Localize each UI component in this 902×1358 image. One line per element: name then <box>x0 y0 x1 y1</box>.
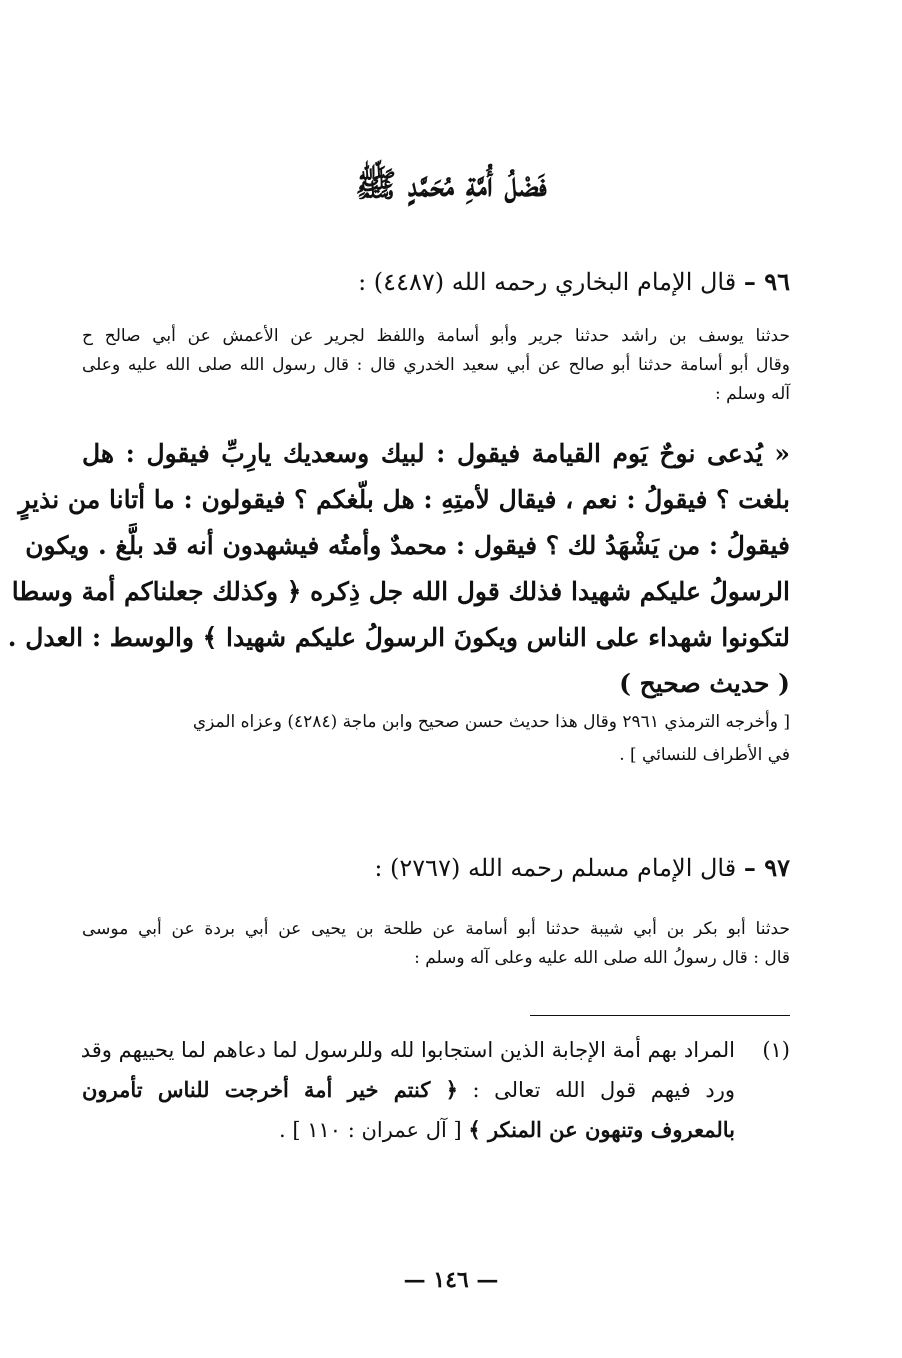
hadith-97-heading <box>90 850 790 886</box>
footnote-line <box>82 1030 735 1070</box>
footnote-text: المراد بهم أمة الإجابة الذين استجابوا لله وللرسول لما دعاهم لما يحييهم وقد <box>80 1038 735 1062</box>
isnad-line: حدثنا أبو بكر بن أبي شيبة حدثنا أبو أسامة عن طلحة بن يحيى عن أبي بردة عن أبي موسى <box>82 919 790 939</box>
takhrij-line: في الأطراف للنسائي ] . <box>619 745 790 765</box>
footnote <box>82 1030 790 1150</box>
footnote-marker: (١) <box>762 1038 790 1062</box>
footnote-quran-verse: بالمعروف وتنهون عن المنكر ﴾ <box>468 1117 735 1142</box>
matn-line: « يُدعى نوحٌ يَوم القيامة فيقول : لبيك وسعديك يارِبِّ فيقول : هل <box>82 439 790 468</box>
hadith-96-heading <box>90 264 790 300</box>
footnote-text: ورد فيهم قول الله تعالى : <box>457 1078 735 1102</box>
footnote-separator <box>530 1015 790 1016</box>
page-number: — ١٤٦ — <box>403 1267 499 1293</box>
hadith-96-heading-text: قال الإمام البخاري رحمه الله (٤٤٨٧) : <box>358 268 737 296</box>
matn-line: لتكونوا شهداء على الناس ويكونَ الرسولُ عليكم شهيدا ﴾ والوسط : العدل . <box>7 623 790 652</box>
matn-line: الرسولُ عليكم شهيدا فذلك قول الله جل ذِكره ﴿ وكذلك جعلناكم أمة وسطا <box>11 577 790 606</box>
takhrij-line: [ وأخرجه الترمذي ٢٩٦١ وقال هذا حديث حسن صحيح وابن ماجة (٤٢٨٤) وعزاه المزي <box>192 712 790 732</box>
footnote-quran-verse: ﴿ كنتم خير أمة أخرجت للناس تأمرون <box>82 1077 458 1102</box>
matn-line: فيقولُ : من يَشْهَدُ لك ؟ فيقول : محمدٌ وأمتُه فيشهدون أنه قد بلَّغ . ويكون <box>25 531 790 560</box>
isnad-line: آله وسلم : <box>715 384 790 404</box>
footnote-line <box>82 1070 735 1110</box>
hadith-97-number: ٩٧ – <box>743 853 790 882</box>
hadith-96-takhrij <box>82 706 790 772</box>
chapter-title: فَضْلُ أُمَّةِ مُحَمَّدٍ ﷺ <box>355 165 547 205</box>
hadith-96-number: ٩٦ – <box>743 267 790 296</box>
footnote-text: [ آل عمران : ١١٠ ] . <box>279 1118 469 1142</box>
hadith-97-heading-text: قال الإمام مسلم رحمه الله (٢٧٦٧) : <box>374 854 737 882</box>
footnote-body <box>82 1030 735 1150</box>
isnad-line: حدثنا يوسف بن راشد حدثنا جرير وأبو أسامة واللفظ لجرير عن الأعمش عن أبي صالح ح <box>82 326 790 346</box>
isnad-line: وقال أبو أسامة حدثنا أبو صالح عن أبي سعيد الخدري قال : قال رسول الله صلى الله عليه وعلى <box>82 355 790 375</box>
hadith-96-matn <box>7 431 790 707</box>
matn-line: بلغت ؟ فيقولُ : نعم ، فيقال لأمتِهِ : هل بلّغكم ؟ فيقولون : ما أتانا من نذيرٍ <box>18 485 790 514</box>
hadith-96-grading: ( حديث صحيح ) <box>619 669 790 698</box>
hadith-96-isnad <box>82 322 790 409</box>
isnad-line: قال : قال رسولُ الله صلى الله عليه وعلى آله وسلم : <box>414 948 790 968</box>
hadith-97-isnad <box>82 915 790 973</box>
footnote-line <box>82 1110 735 1150</box>
